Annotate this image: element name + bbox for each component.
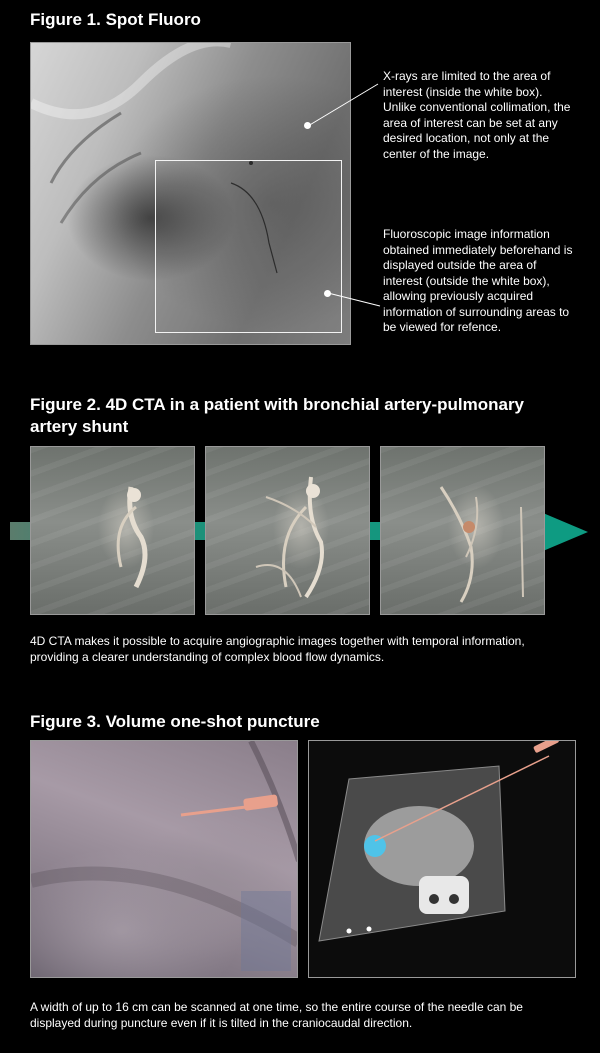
ct-slice-render: [309, 741, 576, 978]
callout1-marker: [304, 122, 311, 129]
ct-slice-image: [308, 740, 576, 978]
figure2-title: Figure 2. 4D CTA in a patient with bronchial artery-pulmonary artery shunt: [30, 395, 525, 436]
figure1-title: Figure 1. Spot Fluoro: [30, 10, 201, 29]
callout-leaders: [300, 80, 390, 310]
needle-on-body: [31, 741, 298, 978]
patient-render-image: [30, 740, 298, 978]
vessel-render-1: [31, 447, 195, 615]
callout2-marker: [324, 290, 331, 297]
figure3-caption: A width of up to 16 cm can be scanned at one time, so the entire course of the needle can be displayed during puncture even if it is tilted in the craniocaudal direction.: [30, 1000, 523, 1030]
figure1-callout1: X-rays are limited to the area of interest (inside the white box). Unlike conventional collimation, the area of interest can be set at any desired location, not only at the center of the image.: [383, 69, 571, 161]
cta-phase-2-image: [205, 446, 370, 615]
vessel-render-2: [206, 447, 370, 615]
time-arrow-head-icon: [543, 513, 588, 551]
figure1-callout2: Fluoroscopic image information obtained immediately beforehand is displayed outside the area of interest (outside the white box), allowing previously acquired information of surrounding areas to be viewed for refence.: [383, 227, 573, 334]
cta-phase-1-image: [30, 446, 195, 615]
cta-phase-3-image: [380, 446, 545, 615]
figure3-title: Figure 3. Volume one-shot puncture: [30, 712, 320, 731]
figure2-caption: 4D CTA makes it possible to acquire angiographic images together with temporal information, providing a clearer understanding of complex blood flow dynamics.: [30, 634, 525, 664]
vessel-render-3: [381, 447, 545, 615]
